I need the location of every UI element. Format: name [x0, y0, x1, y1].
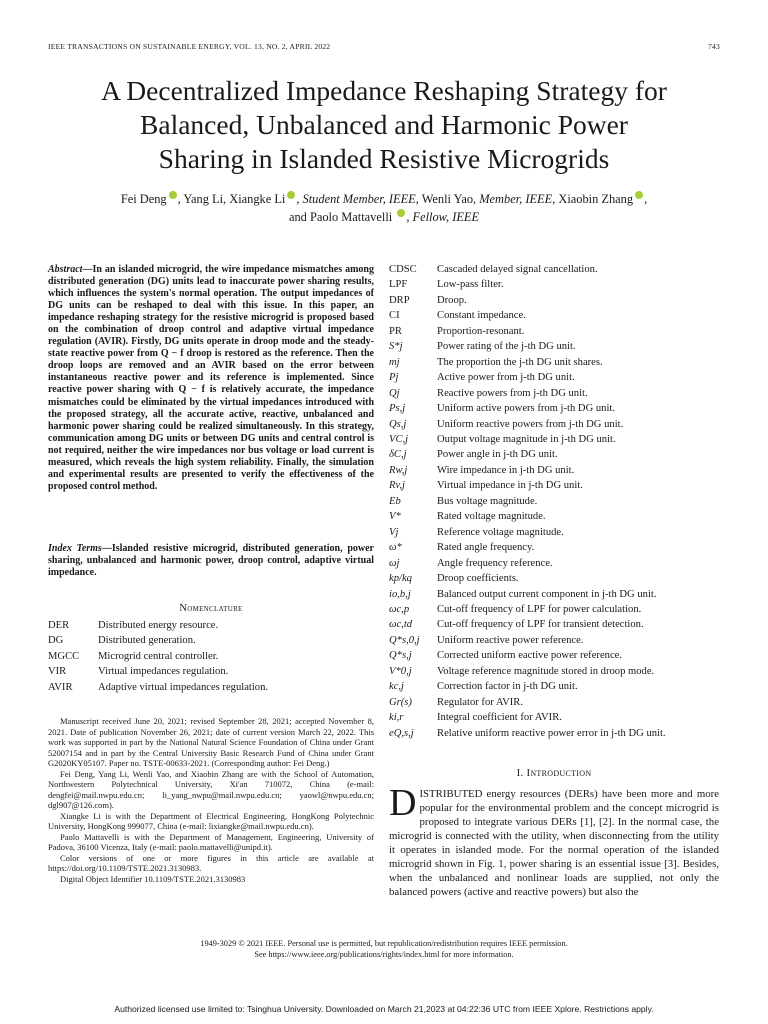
rights-link[interactable]: See https://www.ieee.org/publications/rights/index.html for more information.	[254, 949, 514, 959]
nomenclature-row	[48, 680, 374, 695]
title-line: A Decentralized Impedance Reshaping Strategy for	[101, 75, 667, 106]
nomenclature-symbol: eQ,s,j	[389, 727, 414, 739]
copyright-line: 1949-3029 © 2021 IEEE. Personal use is permitted, but republication/redistribution requires IEEE permission.	[200, 939, 568, 948]
nomenclature-symbol: DRP	[389, 294, 410, 306]
nomenclature-row	[389, 308, 719, 323]
running-header	[48, 42, 720, 56]
abstract-label: Abstract	[48, 264, 83, 275]
drop-cap: D	[389, 782, 417, 824]
nomenclature-row	[389, 447, 719, 462]
nomenclature-symbol: δC,j	[389, 449, 407, 461]
nomenclature-description: Integral coefficient for AVIR.	[437, 712, 562, 724]
nomenclature-symbol: ωj	[389, 557, 400, 569]
intro-body: energy resources (DERs) have been more and more popular for the environmental problem and the concept microgrid is proposed to integrate various DERs [1], [2]. In the normal case, the microgrid is connected with the utility, when disconnecting from the utility it operates in islanded mode. For the normal operation of the islanded microgrid shown in Fig. 1, power sharing is an essential issue [3]. Besides, when the unbalanced and nonlinear loads are supplied, not only the balanced powers (active and reactive powers) but also the	[389, 788, 719, 899]
license-footer: Authorized licensed use limited to: Tsinghua University. Downloaded on March 21,2023 at 04:22:36 UTC from IEEE Xplore. Restrictions apply.	[114, 1004, 654, 1014]
nomenclature-symbol: Pj	[389, 372, 399, 384]
nomenclature-description: Active power from j-th DG unit.	[437, 372, 575, 384]
index-terms-text: —Islanded resistive microgrid, distributed generation, power sharing, unbalanced and harmonic power, droop control, adaptive virtual impedance.	[48, 543, 374, 579]
nomenclature-symbol: DER	[48, 620, 70, 631]
nomenclature-row	[389, 525, 719, 540]
abstract	[48, 264, 374, 493]
nomenclature-description: Corrected uniform eactive power reference.	[437, 650, 622, 662]
nomenclature-description: Cascaded delayed signal cancellation.	[437, 264, 598, 275]
nomenclature-symbol: Rw,j	[389, 464, 408, 476]
nomenclature-row	[389, 710, 719, 725]
nomenclature-row	[389, 633, 719, 648]
nomenclature-heading: Nomenclature	[179, 603, 243, 614]
nomenclature-description: Cut-off frequency of LPF for transient detection.	[437, 619, 644, 631]
nomenclature-description: Regulator for AVIR.	[437, 696, 524, 708]
nomenclature-symbol: Rv,j	[389, 480, 405, 492]
section-heading-introduction: I. Introduction	[516, 767, 592, 779]
author-name: , Xiaobin Zhang	[552, 192, 634, 206]
title-line: Balanced, Unbalanced and Harmonic Power	[140, 109, 628, 140]
orcid-icon[interactable]	[397, 209, 405, 217]
author-name: and Paolo Mattavelli	[288, 210, 393, 224]
nomenclature-row	[389, 494, 719, 509]
nomenclature-symbol: kc,j	[389, 681, 404, 693]
nomenclature-symbol: ωc,p	[389, 603, 410, 615]
nomenclature-row	[48, 618, 374, 633]
nomenclature-symbol: V*	[389, 511, 401, 523]
author-name: Fei Deng	[120, 192, 167, 206]
nomenclature-row	[389, 695, 719, 710]
nomenclature-symbol: V*0,j	[389, 665, 412, 677]
nomenclature-symbol: ω*	[389, 542, 402, 554]
author-line-1	[40, 190, 728, 208]
nomenclature-description: Distributed energy resource.	[98, 620, 219, 631]
footnote-paragraph: Digital Object Identifier 10.1109/TSTE.2021.3130983	[60, 873, 246, 884]
footnote-paragraph: Fei Deng, Yang Li, Wenli Yao, and Xiaobin Zhang are with the School of Automation, Northwestern Polytechnical University, Xi'an 710072, China (e-mail: dengfei@mail.nwpu.edu.cn; li_yang_nwpu@mail.nwpu.edu.cn; yaowl@nwpu.edu.cn; dgl907@126.com).	[48, 768, 374, 810]
nomenclature-description: Proportion-resonant.	[437, 325, 525, 337]
first-word: ISTRIBUTED	[419, 788, 483, 800]
nomenclature-row	[389, 556, 719, 571]
nomenclature-description: Microgrid central controller.	[98, 650, 219, 662]
nomenclature-symbol: Vj	[389, 526, 399, 538]
footnote-paragraph: Manuscript received June 20, 2021; revised September 28, 2021; accepted November 8, 2021. Date of publication November 26, 2021; date of current version March 22, 2022. This work was supported in part by the National Natural Science Foundation of China under Grant 52007154 and in part by the Central University Basic Research Fund of China under Grant G2020KY05107. Paper no. TSTE-00633-2021. (Corresponding author: Fei Deng.)	[48, 716, 374, 768]
nomenclature-row	[389, 648, 719, 663]
nomenclature-description: Virtual impedance in j-th DG unit.	[437, 480, 583, 492]
footnote-paragraph: Paolo Mattavelli is with the Department of Management, Engineering, University of Padova, 36100 Vicenza, Italy (e-mail: paolo.mattavelli@unipd.it).	[48, 831, 374, 852]
nomenclature-symbol: VC,j	[389, 433, 409, 445]
nomenclature-description: Rated voltage magnitude.	[437, 511, 546, 523]
nomenclature-symbol: Qs,j	[389, 418, 407, 430]
nomenclature-row	[389, 370, 719, 385]
nomenclature-row	[389, 617, 719, 632]
journal-name: IEEE TRANSACTIONS ON SUSTAINABLE ENERGY, VOL. 13, NO. 2, APRIL 2022	[48, 42, 331, 51]
nomenclature-description: Power rating of the j-th DG unit.	[437, 341, 576, 353]
nomenclature-row	[389, 478, 719, 493]
nomenclature-description: Droop.	[437, 294, 467, 306]
nomenclature-description: Droop coefficients.	[437, 573, 519, 585]
nomenclature-row	[389, 293, 719, 308]
nomenclature-row	[389, 664, 719, 679]
orcid-icon[interactable]	[287, 191, 295, 199]
nomenclature-row	[389, 417, 719, 432]
nomenclature-symbol: Q*s,j	[389, 650, 412, 662]
nomenclature-row	[389, 386, 719, 401]
nomenclature-row	[389, 571, 719, 586]
author-line-2	[40, 208, 728, 226]
nomenclature-row	[48, 633, 374, 648]
nomenclature-row	[389, 540, 719, 555]
footnote-paragraph: Xiangke Li is with the Department of Electrical Engineering, HongKong Polytechnic University, HongKong 999077, China (e-mail: lixiangke@mail.nwpu.edu.cn).	[48, 810, 374, 831]
nomenclature-description: Uniform reactive powers from j-th DG unit.	[437, 418, 624, 430]
author-list	[40, 190, 728, 226]
nomenclature-symbol: PR	[389, 325, 402, 337]
nomenclature-description: Voltage reference magnitude stored in droop mode.	[437, 665, 655, 677]
nomenclature-symbol: CDSC	[389, 264, 417, 275]
author-membership: , Student Member, IEEE	[296, 192, 416, 206]
nomenclature-row	[389, 602, 719, 617]
nomenclature-symbol: Q*s,0,j	[389, 634, 420, 646]
nomenclature-description: Cut-off frequency of LPF for power calculation.	[437, 603, 642, 615]
nomenclature-row	[389, 463, 719, 478]
nomenclature-row	[389, 432, 719, 447]
nomenclature-row	[389, 401, 719, 416]
author-membership: , Fellow, IEEE	[406, 210, 480, 224]
nomenclature-symbol: io,b,j	[389, 588, 411, 600]
introduction-text	[389, 782, 719, 899]
nomenclature-description: Virtual impedances regulation.	[98, 666, 229, 678]
nomenclature-row	[389, 355, 719, 370]
nomenclature-description: Bus voltage magnitude.	[437, 495, 538, 507]
nomenclature-symbol: kp/kq	[389, 573, 412, 585]
abstract-text: —In an islanded microgrid, the wire impedance mismatches among distributed generation (DG) units lead to inaccurate power sharing results, which influences the system's normal operation. The output impedances of DG units can be reshaped to deal with this issue. In this paper, an impedance reshaping strategy for the resistive microgrid is proposed based on the combination of droop control and adaptive virtual impedance regulation (AVIR). Firstly, DG units operate in droop mode and the steady-state reactive power from Q − f droop is restored as the reference. Then the droop loops are removed and an AVIR based on the error between instantaneous reactive power and its reference is implemented. Since reactive power sharing with Q − f is relatively accurate, the impedance mismatches could be eliminated by the virtual impedances introduced with the proposed strategy, all the accurate active, reactive, unbalanced and harmonic power sharing could be realized simultaneously. In this strategy, communication among DG units or between DG units and central control is not required, neither the wire impedances nor bus voltage or load current is measured, which reveals the high system reliability. Finally, the simulation and experimental results are presented to verify the effectiveness of the proposed control method.	[48, 264, 374, 492]
nomenclature-symbol: ωc,td	[389, 619, 413, 631]
nomenclature-description: Reactive powers from j-th DG unit.	[437, 387, 588, 399]
author-separator: ,	[644, 192, 648, 206]
page-number: 743	[708, 42, 720, 51]
nomenclature-symbol: LPF	[389, 279, 408, 291]
nomenclature-description: The proportion the j-th DG unit shares.	[437, 356, 603, 368]
nomenclature-description: Rated angle frequency.	[437, 542, 535, 554]
nomenclature-description: Adaptive virtual impedances regulation.	[98, 681, 269, 693]
nomenclature-description: Wire impedance in j-th DG unit.	[437, 464, 575, 476]
nomenclature-symbol: Gr(s)	[389, 696, 412, 708]
author-membership: Member, IEEE	[476, 192, 553, 206]
nomenclature-description: Output voltage magnitude in j-th DG unit.	[437, 433, 616, 445]
nomenclature-symbol: Qj	[389, 387, 400, 399]
nomenclature-symbol: VIR	[48, 666, 67, 678]
orcid-icon[interactable]	[635, 191, 643, 199]
nomenclature-row	[389, 726, 719, 741]
author-name: , Yang Li, Xiangke Li	[177, 192, 286, 206]
title-line: Sharing in Islanded Resistive Microgrids	[158, 143, 610, 174]
nomenclature-description: Low-pass filter.	[437, 279, 504, 291]
footnote-paragraph: Color versions of one or more figures in this article are available at https://doi.org/10.1109/TSTE.2021.3130983.	[48, 852, 374, 873]
index-terms-label: Index Terms	[48, 543, 102, 554]
nomenclature-description: Constant impedance.	[437, 310, 526, 322]
nomenclature-row	[389, 679, 719, 694]
nomenclature-symbol: ki,r	[389, 712, 404, 724]
nomenclature-description: Reference voltage magnitude.	[437, 526, 564, 538]
nomenclature-symbol: Eb	[389, 495, 401, 507]
paper-title	[40, 74, 728, 176]
nomenclature-list-right	[389, 262, 719, 741]
nomenclature-list-left	[48, 618, 374, 695]
nomenclature-symbol: CI	[389, 310, 400, 322]
nomenclature-description: Power angle in j-th DG unit.	[437, 449, 558, 461]
footnote	[48, 716, 374, 884]
nomenclature-symbol: mj	[389, 356, 400, 368]
nomenclature-symbol: AVIR	[48, 681, 73, 693]
nomenclature-description: Uniform active powers from j-th DG unit.	[437, 403, 615, 415]
nomenclature-row	[389, 509, 719, 524]
nomenclature-row	[389, 587, 719, 602]
orcid-icon[interactable]	[169, 191, 177, 199]
nomenclature-description: Distributed generation.	[98, 635, 196, 647]
author-name: , Wenli Yao,	[415, 192, 477, 206]
nomenclature-symbol: DG	[48, 635, 64, 647]
copyright-notice	[48, 939, 720, 960]
nomenclature-row	[389, 339, 719, 354]
nomenclature-description: Uniform reactive power reference.	[437, 634, 584, 646]
nomenclature-row	[389, 262, 719, 277]
nomenclature-description: Relative uniform reactive power error in j-th DG unit.	[437, 727, 666, 739]
nomenclature-symbol: S*j	[389, 341, 403, 353]
nomenclature-row	[48, 649, 374, 664]
nomenclature-row	[48, 664, 374, 679]
nomenclature-description: Balanced output current component in j-th DG unit.	[437, 588, 657, 600]
nomenclature-row	[389, 324, 719, 339]
nomenclature-description: Angle frequency reference.	[437, 557, 553, 569]
nomenclature-symbol: MGCC	[48, 650, 80, 662]
index-terms	[48, 543, 374, 579]
nomenclature-symbol: Ps,j	[389, 403, 406, 415]
nomenclature-row	[389, 277, 719, 292]
nomenclature-description: Correction factor in j-th DG unit.	[437, 681, 578, 693]
